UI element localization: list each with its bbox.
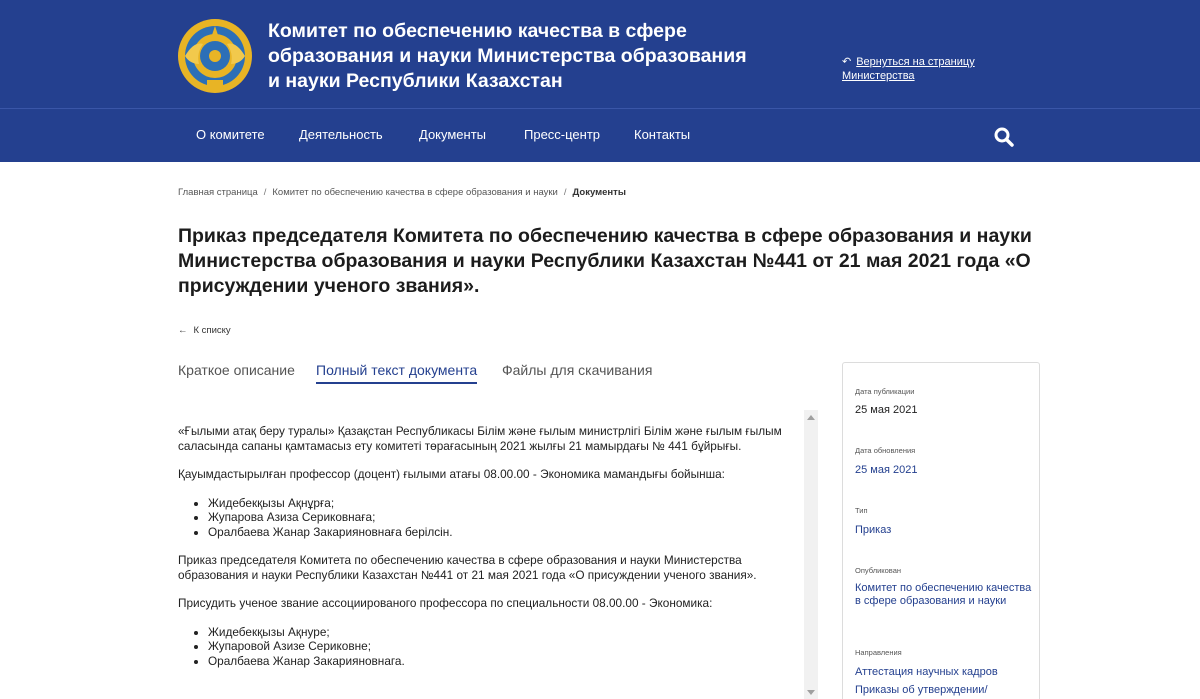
breadcrumb-separator: / (263, 187, 267, 198)
tab-files[interactable]: Файлы для скачивания (502, 362, 653, 378)
doc-paragraph: «Ғылыми атақ беру туралы» Қазақстан Республикасы Білім және ғылым министрлігі Білім және ғылым ғылым саласында сапаны қамтамасыз ету комитеті төрағасының 2021 жылғы 21 мамырдағы № 441 бұйрығы. (178, 424, 782, 453)
back-to-ministry-link[interactable] (842, 55, 992, 83)
doc-paragraph: Приказ председателя Комитета по обеспечению качества в сфере образования и науки Министерства образования и науки Республики Казахстан №441 от 21 мая 2021 года «О присуждении ученого звания». (178, 553, 757, 582)
breadcrumb (178, 187, 626, 198)
updated-value[interactable]: 25 мая 2021 (855, 464, 918, 476)
published-value: 25 мая 2021 (855, 404, 918, 416)
search-icon[interactable] (993, 126, 1015, 148)
breadcrumb-current: Документы (572, 187, 626, 198)
direction-value[interactable]: Приказы об утверждении/ (855, 684, 988, 696)
back-to-list-label: К списку (193, 325, 231, 336)
document-scrollbar[interactable] (804, 410, 818, 699)
breadcrumb-committee[interactable]: Комитет по обеспечению качества в сфере образования и науки (272, 187, 558, 198)
updated-label: Дата обновления (855, 446, 916, 455)
nav-item-documents[interactable]: Документы (419, 127, 487, 142)
doc-list (208, 625, 806, 669)
org-title: Комитет по обеспечению качества в сфере образования и науки Министерства образования и науки Республики Казахстан (268, 20, 747, 92)
list-item: • Оралбаева Жанар Закарияновнаға берілсін. (208, 525, 806, 540)
list-item: • Жупаровой Азизе Сериковне; (208, 639, 806, 654)
back-to-ministry-label: Вернуться на страницу Министерства (842, 56, 975, 82)
direction-value[interactable]: Аттестация научных кадров (855, 666, 998, 678)
doc-paragraph: Қауымдастырылған профессор (доцент) ғылыми атағы 08.00.00 - Экономика мамандығы бойынша: (178, 467, 725, 481)
doc-list (208, 496, 806, 540)
tab-full-text[interactable]: Полный текст документа (316, 362, 477, 384)
publisher-value[interactable]: Комитет по обеспечению качества в сфере образования и науки (855, 582, 1032, 607)
scroll-up-arrow-icon[interactable] (807, 415, 815, 420)
doc-paragraph: Присудить ученое звание ассоциированого профессора по специальности 08.00.00 - Экономика: (178, 596, 713, 610)
site-header (0, 0, 1200, 108)
scroll-thumb[interactable] (806, 426, 816, 688)
published-label: Дата публикации (855, 387, 915, 396)
nav-item-activity[interactable]: Деятельность (299, 127, 383, 142)
list-item: • Жидебекқызы Ақнұрға; (208, 496, 806, 511)
type-value[interactable]: Приказ (855, 524, 892, 536)
page-title: Приказ председателя Комитета по обеспечению качества в сфере образования и науки Министерства образования и науки Республики Казахстан №441 от 21 мая 2021 года «О присуждении ученого звания». (178, 225, 1032, 297)
tab-summary[interactable]: Краткое описание (178, 362, 295, 378)
nav-item-contacts[interactable]: Контакты (634, 127, 691, 142)
document-meta-panel (842, 362, 1040, 699)
list-item: • Оралбаева Жанар Закарияновнага. (208, 654, 806, 669)
list-item: • Жидебекқызы Ақнуре; (208, 625, 806, 640)
document-body (178, 424, 806, 682)
breadcrumb-separator: / (563, 187, 567, 198)
type-label: Тип (855, 506, 868, 515)
scroll-down-arrow-icon[interactable] (807, 690, 815, 695)
back-to-list-link[interactable] (178, 325, 231, 336)
publisher-label: Опубликован (855, 566, 902, 575)
breadcrumb-home[interactable]: Главная страница (178, 187, 258, 198)
arrow-left-icon: ← (178, 325, 188, 336)
nav-item-press-center[interactable]: Пресс-центр (524, 127, 601, 142)
return-arrow-icon: ↶ (842, 56, 852, 68)
nav-item-about[interactable]: О комитете (196, 127, 265, 142)
kazakhstan-emblem-icon[interactable] (177, 18, 253, 94)
direction-label: Направления (855, 648, 902, 657)
list-item: • Жупарова Азиза Сериковнаға; (208, 510, 806, 525)
main-nav (0, 108, 1200, 162)
